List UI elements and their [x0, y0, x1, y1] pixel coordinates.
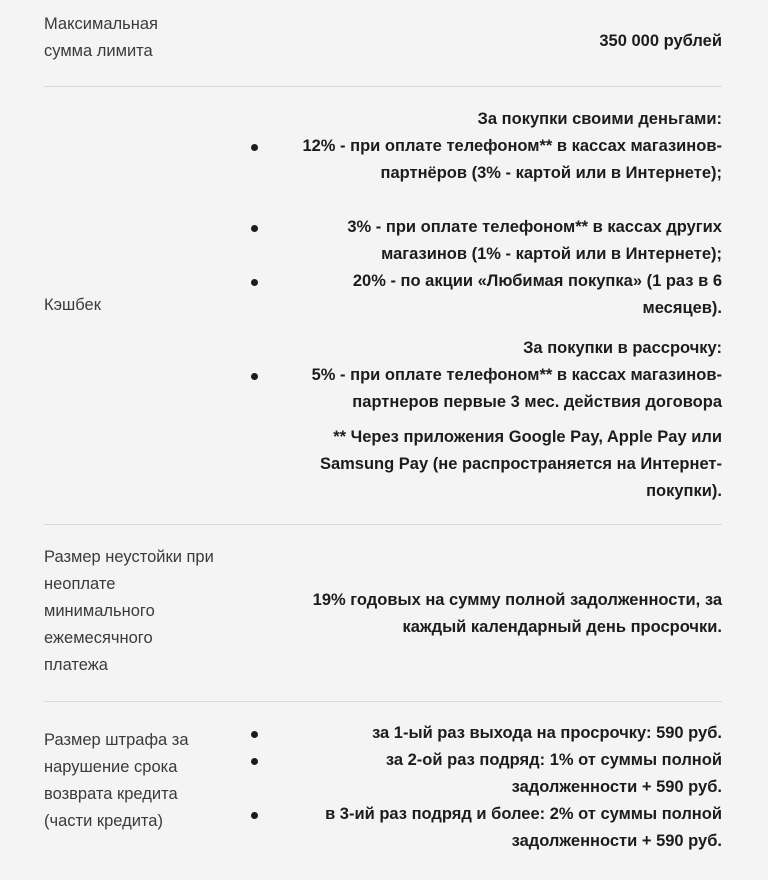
limit-label: Максимальная сумма лимита: [44, 15, 158, 60]
row-divider: [44, 86, 722, 87]
row-divider: [44, 701, 722, 702]
fine-label: Размер штрафа за нарушение срока возврата кредита (части кредита): [44, 731, 189, 830]
cashback-footnote: ** Через приложения Google Pay, Apple Pay или Samsung Pay (не распространяется на Интернет-покупки).: [319, 428, 722, 500]
fine-item: за 2-ой раз подряд: 1% от суммы полной задолженности + 590 руб.: [385, 751, 722, 796]
bullet-icon: [251, 279, 258, 286]
row-cashback: [44, 106, 722, 506]
row-divider: [44, 524, 722, 525]
bullet-icon: [251, 812, 258, 819]
bullet-icon: [251, 758, 258, 765]
bullet-icon: [251, 144, 258, 151]
fine-item: за 1-ый раз выхода на просрочку: 590 руб.: [372, 724, 722, 742]
fine-item: в 3-ий раз подряд и более: 2% от суммы полной задолженности + 590 руб.: [325, 805, 722, 850]
row-fine: [44, 723, 722, 873]
bullet-icon: [251, 225, 258, 232]
cashback-item: 12% - при оплате телефоном** в кассах магазинов-партнёров (3% - картой или в Интернете);: [302, 137, 722, 182]
installment-item: 5% - при оплате телефоном** в кассах магазинов-партнеров первые 3 мес. действия договора: [311, 366, 722, 411]
row-limit: [44, 11, 722, 71]
row-penalty: [44, 544, 722, 684]
penalty-label: Размер неустойки при неоплате минимального ежемесячного платежа: [44, 548, 214, 674]
limit-value: 350 000 рублей: [599, 32, 722, 50]
bullet-icon: [251, 373, 258, 380]
cashback-item: 20% - по акции «Любимая покупка» (1 раз в 6 месяцев).: [352, 272, 722, 317]
penalty-value: 19% годовых на сумму полной задолженности, за каждый календарный день просрочки.: [312, 591, 722, 636]
bullet-icon: [251, 731, 258, 738]
installment-heading: За покупки в рассрочку:: [523, 339, 722, 357]
cashback-item: 3% - при оплате телефоном** в кассах других магазинов (1% - картой или в Интернете);: [347, 218, 722, 263]
own-money-heading: За покупки своими деньгами:: [477, 110, 722, 128]
cashback-label: Кэшбек: [44, 296, 101, 314]
